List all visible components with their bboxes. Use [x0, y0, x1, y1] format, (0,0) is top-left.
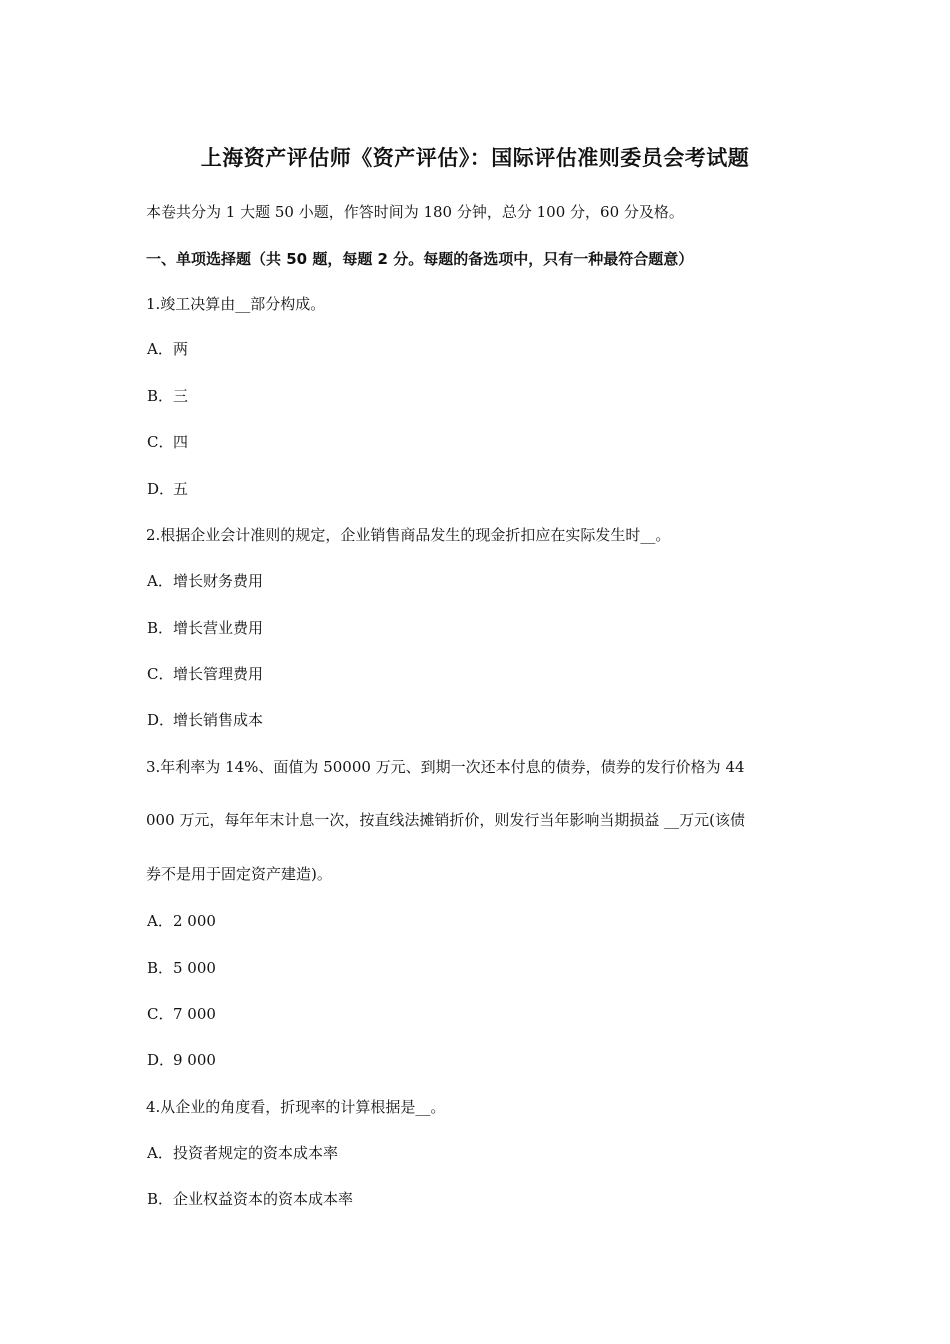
exam-intro: 本卷共分为 1 大题 50 小题，作答时间为 180 分钟，总分 100 分，60 分及格。: [146, 203, 684, 221]
option-letter: B．: [147, 387, 174, 405]
document-title: 上海资产评估师《资产评估》：国际评估准则委员会考试题: [200, 146, 750, 170]
option-letter: D．: [147, 480, 175, 498]
option-text: 五: [173, 480, 189, 498]
question-2-option-d[interactable]: [147, 710, 263, 730]
option-letter: D．: [147, 711, 175, 729]
option-text: 两: [173, 340, 189, 358]
question-4-option-a[interactable]: [147, 1143, 338, 1163]
option-text: 投资者规定的资本成本率: [173, 1144, 339, 1162]
question-1-option-d[interactable]: [147, 479, 188, 499]
option-letter: A．: [147, 572, 173, 590]
question-2-option-a[interactable]: [147, 571, 263, 591]
question-2-option-b[interactable]: [147, 618, 263, 638]
option-text: 增长营业费用: [173, 619, 264, 637]
option-letter: A．: [147, 1144, 173, 1162]
question-1-option-a[interactable]: [147, 339, 188, 359]
option-text: 5 000: [173, 959, 216, 977]
option-letter: C．: [147, 433, 174, 451]
option-letter: B．: [147, 1190, 174, 1208]
option-text: 2 000: [173, 912, 216, 930]
option-text: 9 000: [173, 1051, 216, 1069]
question-3-stem-line-1: 3.年利率为 14%、面值为 50000 万元、到期一次还本付息的债券，债券的发行价格为 44: [146, 758, 745, 776]
option-text: 增长销售成本: [173, 711, 264, 729]
question-3-stem-line-3: 券不是用于固定资产建造)。: [146, 865, 332, 883]
question-3-stem-line-2: 000 万元，每年年末计息一次，按直线法摊销折价，则发行当年影响当期损益 __万元(该债: [146, 811, 746, 829]
option-text: 增长财务费用: [173, 572, 264, 590]
question-2-option-c[interactable]: [147, 664, 263, 684]
option-letter: A．: [147, 340, 173, 358]
section-heading: 一、单项选择题（共 50 题，每题 2 分。每题的备选项中，只有一种最符合题意）: [146, 250, 694, 268]
question-3-option-a[interactable]: [147, 911, 216, 931]
question-3-option-c[interactable]: [147, 1004, 216, 1024]
option-letter: C．: [147, 665, 174, 683]
option-letter: C．: [147, 1005, 174, 1023]
option-text: 四: [173, 433, 189, 451]
question-2-stem: 2.根据企业会计准则的规定，企业销售商品发生的现金折扣应在实际发生时__。: [146, 526, 671, 544]
option-text: 企业权益资本的资本成本率: [173, 1190, 354, 1208]
question-1-stem: 1.竣工决算由__部分构成。: [146, 295, 326, 313]
question-4-stem: 4.从企业的角度看，折现率的计算根据是__。: [146, 1098, 446, 1116]
question-3-option-b[interactable]: [147, 958, 216, 978]
question-4-option-b[interactable]: [147, 1189, 353, 1209]
option-text: 7 000: [173, 1005, 216, 1023]
option-text: 三: [173, 387, 189, 405]
option-letter: B．: [147, 959, 174, 977]
question-1-option-b[interactable]: [147, 386, 188, 406]
question-1-option-c[interactable]: [147, 432, 188, 452]
option-letter: D．: [147, 1051, 175, 1069]
question-3-option-d[interactable]: [147, 1050, 216, 1070]
option-text: 增长管理费用: [173, 665, 264, 683]
option-letter: A．: [147, 912, 173, 930]
option-letter: B．: [147, 619, 174, 637]
